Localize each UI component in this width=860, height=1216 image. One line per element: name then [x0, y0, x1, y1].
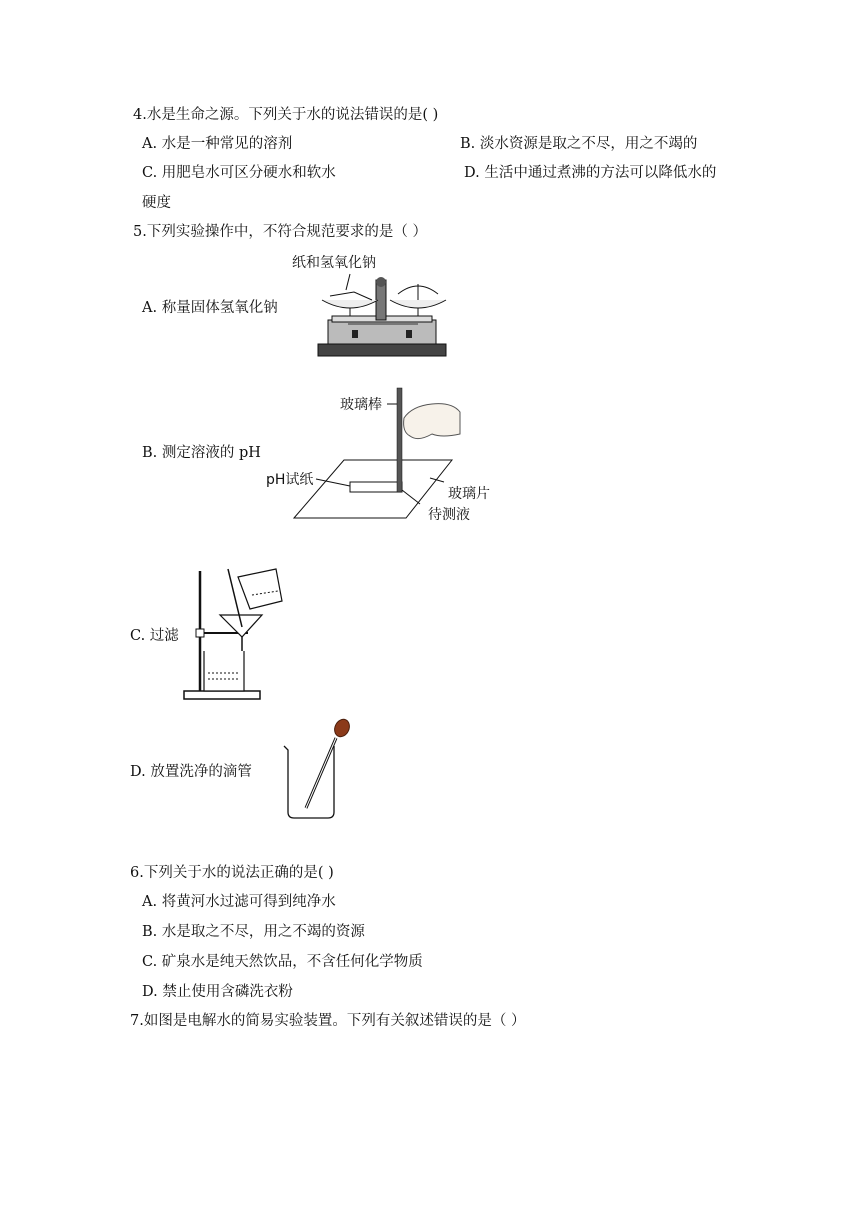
- balance-figure-label: 纸和氢氧化钠: [292, 255, 376, 271]
- q4-option-b: B. 淡水资源是取之不尽，用之不竭的: [460, 136, 698, 152]
- q4-option-d: D. 生活中通过煮沸的方法可以降低水的: [464, 165, 717, 181]
- q6-stem: 6.下列关于水的说法正确的是( ): [130, 865, 334, 881]
- q5-option-b: B. 测定溶液的 pH: [142, 445, 261, 461]
- q6-option-b: B. 水是取之不尽，用之不竭的资源: [142, 924, 365, 940]
- q4-option-c: C. 用肥皂水可区分硬水和软水: [142, 165, 336, 181]
- q5-option-a: A. 称量固体氢氧化钠: [142, 300, 278, 316]
- ph-test-figure: [262, 382, 502, 532]
- q6-option-d: D. 禁止使用含磷洗衣粉: [142, 984, 293, 1000]
- q6-option-a: A. 将黄河水过滤可得到纯净水: [142, 894, 336, 910]
- ph-figure-rod-label: 玻璃棒: [340, 397, 382, 413]
- q7-stem: 7.如图是电解水的简易实验装置。下列有关叙述错误的是（ ）: [130, 1013, 526, 1029]
- balance-figure: [292, 250, 454, 362]
- ph-figure-paper-label: pH试纸: [266, 472, 314, 488]
- q4-option-d-continuation: 硬度: [142, 195, 171, 211]
- filtration-figure: [182, 565, 292, 705]
- q4-option-a: A. 水是一种常见的溶剂: [142, 136, 293, 152]
- q5-stem: 5.下列实验操作中，不符合规范要求的是（ ）: [133, 224, 427, 240]
- q4-stem: 4.水是生命之源。下列关于水的说法错误的是( ): [133, 107, 439, 123]
- ph-figure-liquid-label: 待测液: [428, 507, 470, 523]
- q5-option-d: D. 放置洗净的滴管: [130, 764, 252, 780]
- q6-option-c: C. 矿泉水是纯天然饮品，不含任何化学物质: [142, 954, 423, 970]
- ph-figure-plate-label: 玻璃片: [448, 486, 490, 502]
- dropper-figure: [280, 716, 370, 822]
- q5-option-c: C. 过滤: [130, 628, 179, 644]
